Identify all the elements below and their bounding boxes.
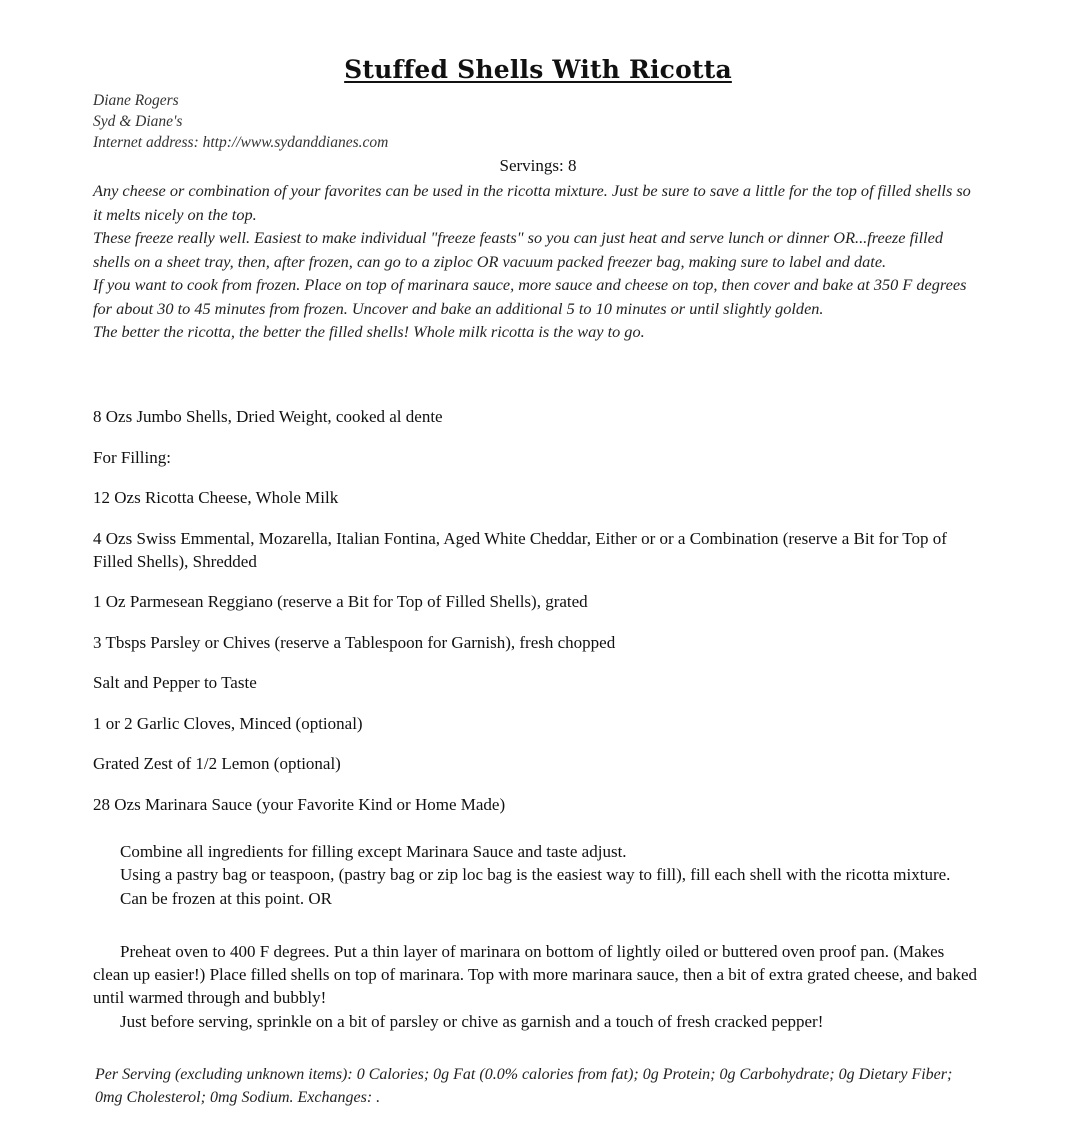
ingredient-item: 4 Ozs Swiss Emmental, Mozarella, Italian Fontina, Aged White Cheddar, Either or or a Combination (reserve a Bit for Top of Filled Shells), Shredded (93, 528, 947, 571)
ingredient-item: Salt and Pepper to Taste (93, 673, 257, 692)
recipe-internet-address: Internet address: http://www.sydanddianes.com (93, 134, 389, 151)
ingredient-item: 28 Ozs Marinara Sauce (your Favorite Kind or Home Made) (93, 794, 506, 814)
directions (93, 840, 983, 1033)
recipe-author: Diane Rogers (93, 92, 179, 109)
recipe-source-block (93, 90, 388, 153)
note-paragraph: The better the ricotta, the better the filled shells! Whole milk ricotta is the way to go. (93, 322, 645, 341)
direction-step: Preheat oven to 400 F degrees. Put a thin layer of marinara on bottom of lightly oiled or buttered oven proof pan. (Makes clean up easier!) Place filled shells on top of marinara. Top with more marinara sauce, then a bit of extra grated cheese, and baked until warmed through and bubbly! (93, 941, 978, 1008)
ingredient-item: 8 Ozs Jumbo Shells, Dried Weight, cooked al dente (93, 407, 443, 426)
ingredient-item: Grated Zest of 1/2 Lemon (optional) (93, 754, 341, 773)
direction-step: Using a pastry bag or teaspoon, (pastry bag or zip loc bag is the easiest way to fill), fill each shell with the ricotta mixture. (120, 865, 951, 885)
ingredient-item: 3 Tbsps Parsley or Chives (reserve a Tablespoon for Garnish), fresh chopped (93, 632, 616, 652)
note-paragraph: If you want to cook from frozen. Place on top of marinara sauce, more sauce and cheese on top, then cover and bake at 350 F degrees for about 30 to 45 minutes from frozen. Uncover and bake an additional 5 to 10 minutes or until slightly golden. (93, 275, 967, 318)
ingredient-list (93, 405, 983, 833)
ingredient-item: 1 or 2 Garlic Cloves, Minced (optional) (93, 713, 363, 733)
servings-count: Servings: 8 (499, 156, 577, 175)
ingredient-item: 1 Oz Parmesean Reggiano (reserve a Bit for Top of Filled Shells), grated (93, 592, 588, 611)
direction-step: Combine all ingredients for filling except Marinara Sauce and taste adjust. (120, 842, 627, 861)
recipe-title: Stuffed Shells With Ricotta (344, 55, 732, 84)
direction-step: Can be frozen at this point. OR (120, 888, 332, 908)
recipe-notes (93, 179, 983, 344)
note-paragraph: Any cheese or combination of your favorites can be used in the ricotta mixture. Just be sure to save a little for the top of filled shells so it melts nicely on the top. (93, 181, 971, 224)
recipe-source: Syd & Diane's (93, 113, 183, 130)
ingredient-section-label: For Filling: (93, 447, 171, 467)
spacer (93, 910, 983, 940)
ingredient-item: 12 Ozs Ricotta Cheese, Whole Milk (93, 488, 339, 507)
direction-step: Just before serving, sprinkle on a bit of parsley or chive as garnish and a touch of fresh cracked pepper! (120, 1011, 824, 1031)
note-paragraph: These freeze really well. Easiest to make individual "freeze feasts" so you can just heat and serve lunch or dinner OR...freeze filled shells on a sheet tray, then, after frozen, can go to a ziploc OR vacuum packed freezer bag, making sure to label and date. (93, 228, 944, 271)
nutrition-info: Per Serving (excluding unknown items): 0 Calories; 0g Fat (0.0% calories from fat); 0g Protein; 0g Carbohydrate; 0g Dietary Fiber; 0mg Cholesterol; 0mg Sodium. Exchanges: . (95, 1066, 953, 1106)
